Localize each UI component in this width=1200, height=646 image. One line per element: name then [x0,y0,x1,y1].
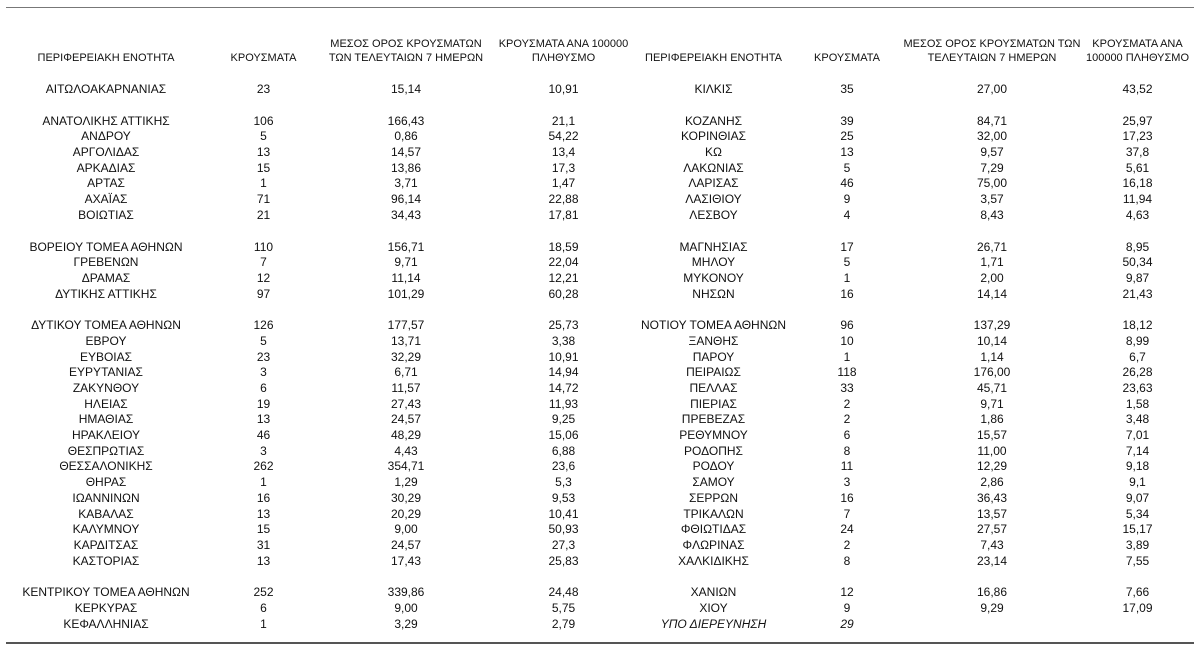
header-cases-left: ΚΡΟΥΣΜΑΤΑ [230,52,297,64]
cell-per100k-right: 7,14 [1125,443,1150,458]
cell-per100k-left: 3,38 [551,333,576,348]
cell-avg7-right: 75,00 [976,176,1008,191]
table-row [6,208,1194,224]
cell-cases-right: 9 [843,192,851,207]
cell-avg7-left: 13,71 [390,333,422,348]
row-spacer [6,224,1194,240]
cell-region-left: ΗΛΕΙΑΣ [84,396,128,411]
table-row [6,585,1194,601]
cell-cases-right: 8 [843,443,851,458]
cell-avg7-left: 11,14 [391,270,421,285]
cell-cases-left: 13 [256,412,271,427]
cell-region-right: ΛΕΣΒΟΥ [689,207,738,222]
cell-cases-right: 5 [843,255,851,270]
cell-cases-right: 1 [843,349,851,364]
cell-avg7-left: 1,29 [394,475,418,490]
cell-per100k-left: 14,72 [548,381,579,395]
cell-avg7-left: 32,29 [390,349,422,364]
header-per100k-right: ΚΡΟΥΣΜΑΤΑ ΑΝΑ 100000 ΠΛΗΘΥΣΜΟ [1085,38,1190,64]
cell-cases-left: 23 [256,349,271,364]
cell-avg7-right: 15,57 [976,428,1008,443]
cell-per100k-right: 5,34 [1125,506,1150,521]
cell-per100k-right [1081,617,1194,633]
cell-avg7-right: 23,14 [976,553,1008,568]
cell-avg7-left: 177,57 [387,318,425,333]
cell-region-left: ΒΟΙΩΤΙΑΣ [78,207,134,222]
cell-avg7-right: 16,86 [976,585,1008,600]
cell-avg7-right: 32,00 [976,129,1008,144]
cell-region-right: ΡΕΘΥΜΝΟΥ [679,428,748,443]
row-spacer [6,569,1194,585]
cell-avg7-left: 96,14 [390,192,422,207]
cell-per100k-left: 13,4 [551,145,576,160]
cell-avg7-left: 15,14 [390,82,422,96]
cell-per100k-right: 5,61 [1125,160,1150,175]
cell-avg7-left: 156,71 [387,239,425,254]
cell-cases-left: 13 [256,145,271,160]
cell-cases-right: 3 [843,475,851,490]
cell-cases-right: 29 [840,616,854,631]
cell-avg7-right: 14,14 [976,286,1008,301]
cell-per100k-right: 7,01 [1125,428,1150,443]
cell-avg7-right: 84,71 [976,113,1008,128]
cell-cases-right: 24 [840,522,854,537]
cell-cases-left: 1 [260,475,267,490]
table-row [6,271,1194,287]
cell-cases-right: 39 [840,113,854,128]
cell-cases-right: 2 [843,396,851,411]
cell-region-right: ΝΟΤΙΟΥ ΤΟΜΕΑ ΑΘΗΝΩΝ [640,318,787,333]
cell-avg7-left: 6,71 [394,365,418,380]
cell-region-left: ΚΑΣΤΟΡΙΑΣ [72,553,140,568]
cell-avg7-right: 36,43 [976,490,1008,505]
table-row [6,381,1194,397]
cell-per100k-left: 17,81 [548,207,579,222]
cell-avg7-right: 10,14 [976,333,1008,348]
cell-per100k-right: 6,7 [1129,349,1146,364]
table-row [6,255,1194,271]
cell-avg7-right: 8,43 [980,207,1004,222]
cell-per100k-right: 7,55 [1125,553,1150,568]
cell-avg7-right: 27,00 [976,82,1008,96]
cell-cases-left: 12 [256,270,271,285]
table-row [6,287,1194,303]
cell-per100k-left: 14,94 [548,365,579,380]
table-row [6,459,1194,475]
cell-region-left: ΑΝΔΡΟΥ [81,129,131,144]
row-spacer [6,302,1194,318]
cell-avg7-right: 7,43 [980,537,1004,552]
cell-per100k-left: 6,88 [551,443,576,458]
cell-cases-right: 46 [840,176,854,191]
cell-region-right: ΠΕΛΛΑΣ [689,381,738,395]
cell-cases-right: 10 [840,333,854,348]
cell-cases-left: 15 [256,522,271,537]
cell-avg7-right: 11,00 [977,443,1007,458]
cell-per100k-right: 9,07 [1125,490,1150,505]
cell-cases-right: 16 [840,286,854,301]
cell-per100k-left: 10,41 [548,506,579,521]
row-spacer [6,66,1194,82]
cell-cases-left: 15 [256,160,271,175]
cell-region-left: ΙΩΑΝΝΙΝΩΝ [72,490,140,505]
cell-per100k-right: 4,63 [1125,207,1150,222]
cell-per100k-right: 3,48 [1125,412,1150,427]
cell-cases-right: 4 [843,207,851,222]
cell-region-right: ΛΑΡΙΣΑΣ [688,176,739,191]
cell-per100k-right: 1,58 [1125,396,1150,411]
table-row [6,129,1194,145]
cell-region-left: ΔΥΤΙΚΟΥ ΤΟΜΕΑ ΑΘΗΝΩΝ [31,318,181,333]
cell-avg7-right: 2,00 [980,270,1004,285]
cell-region-left: ΑΝΑΤΟΛΙΚΗΣ ΑΤΤΙΚΗΣ [42,113,170,128]
cell-avg7-left: 48,29 [390,428,422,443]
cell-cases-left: 13 [256,553,271,568]
cell-per100k-left: 10,91 [548,82,579,96]
cell-cases-right: 25 [840,129,854,144]
cell-cases-left: 13 [256,506,271,521]
cell-region-right: ΠΕΙΡΑΙΩΣ [686,365,741,380]
cell-region-right: ΚΟΖΑΝΗΣ [684,113,743,128]
cell-avg7-left: 9,71 [394,255,418,270]
cell-avg7-left: 101,29 [387,286,425,301]
cases-table [6,8,1194,632]
cell-per100k-right: 17,09 [1122,600,1153,615]
table-row [6,601,1194,617]
cell-cases-right: 8 [843,553,851,568]
cell-per100k-right: 3,89 [1125,537,1150,552]
cell-region-left: ΑΧΑΪΑΣ [84,192,128,207]
cell-region-right: ΠΑΡΟΥ [692,349,735,364]
table-row [6,412,1194,428]
cell-region-right: ΡΟΔΟΥ [692,459,735,474]
table-row [6,161,1194,177]
cell-region-right: ΜΗΛΟΥ [691,255,736,270]
cell-cases-right: 35 [840,82,854,96]
cell-per100k-right: 9,18 [1125,459,1150,474]
cell-cases-left: 1 [260,176,267,191]
cell-cases-left: 46 [256,428,271,443]
cell-per100k-left: 10,91 [548,349,579,364]
cell-avg7-left: 24,57 [390,537,422,552]
cell-per100k-left: 1,47 [551,176,576,191]
cell-region-left: ΔΡΑΜΑΣ [81,270,131,285]
table-body [6,66,1194,632]
cell-avg7-right: 9,71 [980,396,1004,411]
cell-per100k-right: 17,23 [1122,129,1153,144]
cell-per100k-left: 22,04 [548,255,579,270]
cell-cases-left: 106 [253,113,274,128]
cell-per100k-left: 5,75 [551,600,576,615]
header-avg7-left: ΜΕΣΟΣ ΟΡΟΣ ΚΡΟΥΣΜΑΤΩΝ ΤΩΝ ΤΕΛΕΥΤΑΙΩΝ 7 ΗΜΕΡΩΝ [328,38,484,64]
cell-avg7-right: 3,57 [980,192,1004,207]
cell-region-left: ΘΗΡΑΣ [85,475,127,490]
cell-cases-right: 7 [843,506,851,521]
cell-per100k-right: 18,12 [1122,318,1153,333]
table-row [6,491,1194,507]
cell-per100k-left: 17,3 [551,160,576,175]
cell-cases-right: 17 [840,239,854,254]
cell-avg7-left: 0,86 [394,129,418,144]
cell-avg7-right: 9,57 [980,145,1004,160]
cell-region-right: ΚΟΡΙΝΘΙΑΣ [680,129,747,144]
cell-per100k-left: 12,21 [548,270,579,285]
header-region-left: ΠΕΡΙΦΕΡΕΙΑΚΗ ΕΝΟΤΗΤΑ [37,52,175,64]
cell-region-right: ΝΗΣΩΝ [692,286,735,301]
cell-cases-right: 118 [837,365,857,380]
cell-region-right: ΛΑΣΙΘΙΟΥ [685,192,742,207]
table-row [6,554,1194,570]
table-row [6,428,1194,444]
cell-avg7-right: 9,29 [980,600,1004,615]
header-avg7-right: ΜΕΣΟΣ ΟΡΟΣ ΚΡΟΥΣΜΑΤΩΝ ΤΩΝ ΤΕΛΕΥΤΑΙΩΝ 7 ΗΜΕΡΩΝ [903,38,1081,64]
cell-cases-left: 5 [260,333,267,348]
cell-cases-left: 31 [256,537,271,552]
cell-avg7-left: 11,57 [391,381,421,395]
cell-avg7-left: 3,29 [394,616,418,631]
cell-region-right: ΜΑΓΝΗΣΙΑΣ [679,239,748,254]
cell-per100k-left: 23,6 [551,459,576,474]
cell-avg7-right: 26,71 [976,239,1008,254]
cell-avg7-left: 4,43 [394,443,418,458]
cell-cases-right: 11 [840,459,854,474]
cell-per100k-left: 54,22 [548,129,579,144]
cell-cases-right: 16 [840,490,854,505]
cell-region-left: ΓΡΕΒΕΝΩΝ [73,255,139,270]
cell-region-right: ΚΩ [705,145,722,160]
table-row [6,507,1194,523]
cell-region-right: ΠΙΕΡΙΑΣ [690,396,737,411]
cell-per100k-left: 24,48 [548,585,579,600]
cell-per100k-right: 9,1 [1129,475,1146,490]
cell-per100k-left: 22,88 [548,192,579,207]
cell-region-left: ΗΜΑΘΙΑΣ [78,412,134,427]
cell-cases-right: 13 [840,145,854,160]
table-row [6,444,1194,460]
cell-per100k-right: 16,18 [1122,176,1153,191]
cell-region-right: ΦΘΙΩΤΙΔΑΣ [680,522,747,537]
cell-avg7-right: 2,86 [980,475,1004,490]
cell-avg7-left: 14,57 [390,145,422,160]
cell-cases-right: 9 [843,600,851,615]
table-header [6,8,1194,66]
cell-region-right: ΦΛΩΡΙΝΑΣ [682,537,745,552]
cell-region-left: ΒΟΡΕΙΟΥ ΤΟΜΕΑ ΑΘΗΝΩΝ [29,239,183,254]
cell-cases-right: 1 [843,270,851,285]
table-row [6,145,1194,161]
cell-avg7-left: 9,00 [394,600,418,615]
cell-avg7-right: 7,29 [980,160,1004,175]
row-spacer [6,98,1194,114]
header-per100k-left: ΚΡΟΥΣΜΑΤΑ ΑΝΑ 100000 ΠΛΗΘΥΣΜΟ [498,38,629,64]
cell-region-left: ΚΑΛΥΜΝΟΥ [72,522,140,537]
cell-cases-right: 6 [843,428,851,443]
cell-avg7-left: 34,43 [390,207,422,222]
cell-per100k-right: 11,94 [1122,192,1153,207]
cell-avg7-left: 24,57 [390,412,422,427]
cell-region-right: ΜΥΚΟΝΟΥ [683,270,744,285]
bottom-rule [6,642,1194,644]
cell-region-right: ΧΙΟΥ [699,600,728,615]
cell-cases-right: 12 [840,585,854,600]
table-row [6,114,1194,130]
table-row [6,82,1194,98]
cell-region-left: ΖΑΚΥΝΘΟΥ [72,381,140,395]
cell-region-right: ΠΡΕΒΕΖΑΣ [681,412,746,427]
cell-per100k-left: 21,1 [551,113,576,128]
cell-per100k-left: 60,28 [548,286,579,301]
cell-cases-left: 262 [253,459,274,474]
cell-avg7-left: 17,43 [390,553,422,568]
cell-cases-left: 1 [260,616,267,631]
cell-per100k-right: 25,97 [1122,113,1153,128]
cell-avg7-right: 27,57 [976,522,1008,537]
cell-cases-left: 3 [260,443,267,458]
cell-cases-right: 5 [843,160,851,175]
cell-avg7-left: 13,86 [390,160,422,175]
cell-region-left: ΔΥΤΙΚΗΣ ΑΤΤΙΚΗΣ [55,286,157,301]
cell-region-left: ΘΕΣΠΡΩΤΙΑΣ [67,443,145,458]
cell-per100k-left: 11,93 [548,396,579,411]
cell-region-right: ΧΑΛΚΙΔΙΚΗΣ [678,553,749,568]
cell-cases-left: 7 [260,255,267,270]
table-row [6,617,1194,633]
cell-per100k-right: 37,8 [1125,145,1150,160]
cell-per100k-left: 5,3 [555,475,572,490]
cell-region-left: ΑΡΚΑΔΙΑΣ [76,160,136,175]
cell-cases-left: 16 [256,490,271,505]
cell-cases-left: 126 [253,318,274,333]
cell-avg7-right: 137,29 [973,318,1011,333]
cell-region-right: ΚΙΛΚΙΣ [694,82,733,96]
cell-avg7-right: 13,57 [976,506,1008,521]
cell-avg7-right: 1,86 [980,412,1004,427]
table-row [6,475,1194,491]
table-row [6,176,1194,192]
cell-cases-left: 252 [253,585,274,600]
cell-cases-left: 23 [256,82,271,96]
header-cases-right: ΚΡΟΥΣΜΑΤΑ [814,52,880,64]
table-row [6,240,1194,256]
cell-region-left: ΚΑΒΑΛΑΣ [78,506,134,521]
cell-per100k-right: 7,66 [1125,585,1150,600]
cell-region-right: ΣΕΡΡΩΝ [688,490,739,505]
cell-cases-left: 5 [260,129,267,144]
cell-region-left: ΚΕΝΤΡΙΚΟΥ ΤΟΜΕΑ ΑΘΗΝΩΝ [22,585,190,600]
cell-per100k-left: 2,79 [551,616,576,631]
cell-avg7-left: 3,71 [394,176,418,191]
cell-avg7-left: 20,29 [390,506,422,521]
cell-region-left: ΚΕΦΑΛΛΗΝΙΑΣ [63,616,149,631]
cell-region-right: ΧΑΝΙΩΝ [690,585,737,600]
cell-avg7-right: 176,00 [973,365,1011,380]
cell-per100k-right: 8,99 [1125,333,1150,348]
cell-per100k-left: 27,3 [551,537,576,552]
cell-region-left: ΚΕΡΚΥΡΑΣ [74,600,138,615]
cell-region-right: ΡΟΔΟΠΗΣ [684,443,743,458]
cell-region-left: ΑΙΤΩΛΟΑΚΑΡΝΑΝΙΑΣ [45,82,167,96]
cell-avg7-left: 27,43 [390,396,422,411]
header-region-right: ΠΕΡΙΦΕΡΕΙΑΚΗ ΕΝΟΤΗΤΑ [645,52,782,64]
cell-per100k-right: 43,52 [1122,82,1153,96]
cell-avg7-right [903,617,1081,633]
cell-region-left: ΕΒΡΟΥ [85,333,127,348]
cell-region-right: ΣΑΜΟΥ [692,475,735,490]
cell-per100k-left: 15,06 [548,428,579,443]
cell-per100k-left: 25,83 [548,553,579,568]
cell-cases-left: 71 [256,192,271,207]
cell-region-right: ΤΡΙΚΑΛΩΝ [683,506,744,521]
cell-cases-left: 3 [260,365,267,380]
cell-region-left: ΑΡΓΟΛΙΔΑΣ [72,145,140,160]
cell-per100k-right: 15,17 [1122,522,1153,537]
cell-per100k-left: 9,53 [551,490,576,505]
table-row [6,365,1194,381]
cell-region-left: ΚΑΡΔΙΤΣΑΣ [73,537,139,552]
cell-region-left: ΘΕΣΣΑΛΟΝΙΚΗΣ [59,459,153,474]
cell-avg7-left: 9,00 [394,522,418,537]
cell-cases-left: 19 [256,396,271,411]
cell-avg7-right: 45,71 [976,381,1008,395]
cell-cases-left: 6 [260,381,267,395]
cell-region-right: ΥΠΟ ΔΙΕΡΕΥΝΗΣΗ [660,616,767,631]
table-row [6,350,1194,366]
cell-cases-left: 6 [260,600,267,615]
cell-region-left: ΕΥΡΥΤΑΝΙΑΣ [69,365,143,380]
cell-avg7-right: 1,71 [980,255,1004,270]
table-row [6,522,1194,538]
cell-cases-right: 33 [840,381,854,395]
table-row [6,318,1194,334]
table-row [6,334,1194,350]
cell-avg7-right: 1,14 [980,349,1004,364]
cell-cases-right: 2 [843,412,851,427]
cell-per100k-left: 25,73 [548,318,579,333]
cell-avg7-left: 166,43 [387,113,425,128]
cell-cases-left: 97 [256,286,271,301]
cell-cases-right: 96 [840,318,854,333]
cell-per100k-right: 50,34 [1122,255,1153,270]
cell-per100k-left: 50,93 [548,522,579,537]
cell-avg7-left: 30,29 [390,490,422,505]
cell-avg7-left: 339,86 [387,585,425,600]
cell-per100k-left: 18,59 [548,239,579,254]
cell-region-right: ΛΑΚΩΝΙΑΣ [683,160,744,175]
cell-per100k-left: 9,25 [551,412,576,427]
table-row [6,192,1194,208]
cell-cases-left: 21 [256,207,271,222]
cell-per100k-right: 9,87 [1125,270,1150,285]
cell-per100k-right: 21,43 [1122,286,1153,301]
cell-region-right: ΞΑΝΘΗΣ [688,333,739,348]
cell-avg7-left: 354,71 [387,459,425,474]
table-row [6,397,1194,413]
cell-region-left: ΗΡΑΚΛΕΙΟΥ [71,428,141,443]
cell-per100k-right: 23,63 [1122,381,1153,395]
cell-cases-right: 2 [843,537,851,552]
cell-per100k-right: 26,28 [1122,365,1153,380]
cell-per100k-right: 8,95 [1125,239,1150,254]
table-row [6,538,1194,554]
cell-region-left: ΑΡΤΑΣ [87,176,125,191]
cell-avg7-right: 12,29 [976,459,1008,474]
cell-region-left: ΕΥΒΟΙΑΣ [79,349,133,364]
cell-cases-left: 110 [253,239,274,254]
